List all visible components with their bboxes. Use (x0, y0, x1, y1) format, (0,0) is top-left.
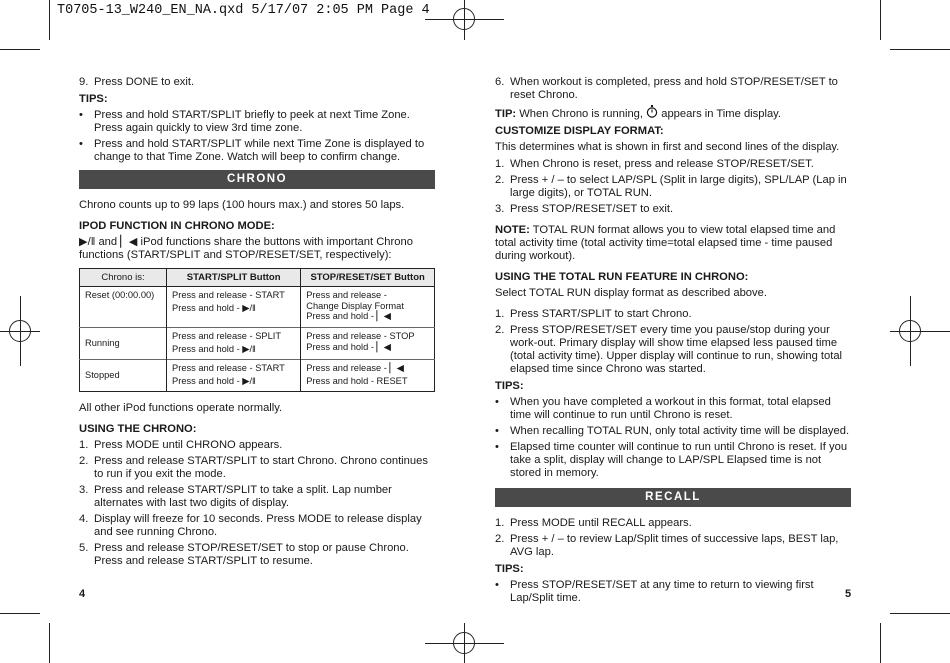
file-slug: T0705-13_W240_EN_NA.qxd 5/17/07 2:05 PM Page 4 (57, 3, 430, 18)
table-cell: Press and release - SPLIT Press and hold - ▶/‖ (167, 327, 301, 359)
table-row (80, 359, 435, 391)
stopwatch-icon (646, 105, 658, 118)
chrono-intro: Chrono counts up to 99 laps (100 hours max.) and stores 50 laps. (79, 198, 405, 211)
list-item: • Elapsed time counter will continue to run until Chrono is reset. If you take a split, display will change to LAP/SPL Elapsed time is not stored in memory. (495, 440, 848, 479)
table-row (80, 286, 435, 327)
list-item: • Press and hold START/SPLIT while next Time Zone is displayed to change to that Time Zone. Watch will beep to confirm change. (79, 137, 425, 163)
tips-heading: TIPS: (495, 562, 524, 575)
table-cell: Press and release - Change Display Format Press and hold - ▏◀ (301, 286, 435, 327)
tips-heading: TIPS: (495, 379, 524, 392)
chrono-button-table (79, 268, 435, 392)
list-item: 6. When workout is completed, press and hold STOP/RESET/SET to reset Chrono. (495, 76, 838, 101)
list-item: 2. Press + / – to select LAP/SPL (Split in large digits), SPL/LAP (Lap in large digits), or TOTAL RUN. (495, 173, 847, 199)
table-cell: Press and release - START Press and hold - ▶/‖ (167, 359, 301, 391)
table-header-row (80, 268, 435, 286)
left-page (79, 76, 435, 571)
list-item: • When you have completed a workout in this format, total elapsed time will continue to run until Chrono is reset. (495, 395, 831, 421)
using-chrono-heading: USING THE CHRONO: (79, 422, 197, 435)
table-cell: Stopped (80, 359, 167, 391)
ipod-heading: IPOD FUNCTION IN CHRONO MODE: (79, 219, 275, 232)
customize-intro: This determines what is shown in first and second lines of the display. (495, 140, 840, 153)
table-header: Chrono is: (80, 268, 167, 286)
total-run-intro: Select TOTAL RUN display format as described above. (495, 286, 767, 299)
list-item: 2. Press + / – to review Lap/Split times of successive laps, BEST lap, AVG lap. (495, 532, 839, 558)
total-run-heading: USING THE TOTAL RUN FEATURE IN CHRONO: (495, 270, 749, 283)
note-paragraph: NOTE: TOTAL RUN format allows you to view total elapsed time and total activity time (total activity time=total elapsed time - time paused during workout). (495, 223, 836, 262)
table-cell: Press and release - START Press and hold - ▶/‖ (167, 286, 301, 327)
list-item: 3. Press and release START/SPLIT to take a split. Lap number alternates with last two digits of display. (79, 483, 392, 509)
tips-heading: TIPS: (79, 92, 108, 105)
list-item: 1. Press MODE until RECALL appears. (495, 516, 692, 529)
list-item: 5. Press and release STOP/RESET/SET to stop or pause Chrono. Press and release START/SPLIT to resume. (79, 541, 409, 567)
ipod-text: ▶/‖ and ▏◀ iPod functions share the buttons with important Chrono functions (START/SPLIT and STOP/RESET/SET, respectively): (79, 235, 413, 261)
customize-heading: CUSTOMIZE DISPLAY FORMAT: (495, 124, 664, 137)
table-cell: Reset (00:00.00) (80, 286, 167, 327)
table-header: START/SPLIT Button (167, 268, 301, 286)
list-item: 4. Display will freeze for 10 seconds. Press MODE to release display and see running Chrono. (79, 512, 422, 538)
page-number-left: 4 (79, 588, 86, 600)
table-cell: Running (80, 327, 167, 359)
list-item: • Press and hold START/SPLIT briefly to peek at next Time Zone. Press again quickly to view 3rd time zone. (79, 108, 410, 134)
list-item: 1. Press MODE until CHRONO appears. (79, 438, 283, 451)
table-row (80, 327, 435, 359)
list-item: 3. Press STOP/RESET/SET to exit. (495, 202, 674, 215)
table-cell: Press and release - ▏◀ Press and hold - RESET (301, 359, 435, 391)
list-item: 1. When Chrono is reset, press and release STOP/RESET/SET. (495, 157, 814, 170)
section-bar-recall: RECALL (495, 488, 851, 507)
page-number-right: 5 (845, 588, 852, 600)
list-item: • Press STOP/RESET/SET at any time to return to viewing first Lap/Split time. (495, 578, 814, 604)
tip-line: TIP: When Chrono is running, appears in Time display. (495, 105, 851, 121)
table-header: STOP/RESET/SET Button (301, 268, 435, 286)
list-item: • When recalling TOTAL RUN, only total activity time will be displayed. (495, 424, 850, 437)
list-item: 2. Press STOP/RESET/SET every time you pause/stop during your work-out. Primary display will show time elapsed less paused time (total activity time). Upper display will continue to run, showing total elapsed time since Chrono was started. (495, 323, 843, 375)
list-item: 1. Press START/SPLIT to start Chrono. (495, 307, 692, 320)
list-item: 2. Press and release START/SPLIT to start Chrono. Chrono continues to run if you exit the mode. (79, 454, 428, 480)
right-page (495, 76, 851, 608)
table-cell: Press and release - STOP Press and hold - ▏◀ (301, 327, 435, 359)
other-ipod-text: All other iPod functions operate normally. (79, 401, 283, 414)
section-bar-chrono: CHRONO (79, 170, 435, 189)
list-item: 9. Press DONE to exit. (79, 76, 195, 88)
